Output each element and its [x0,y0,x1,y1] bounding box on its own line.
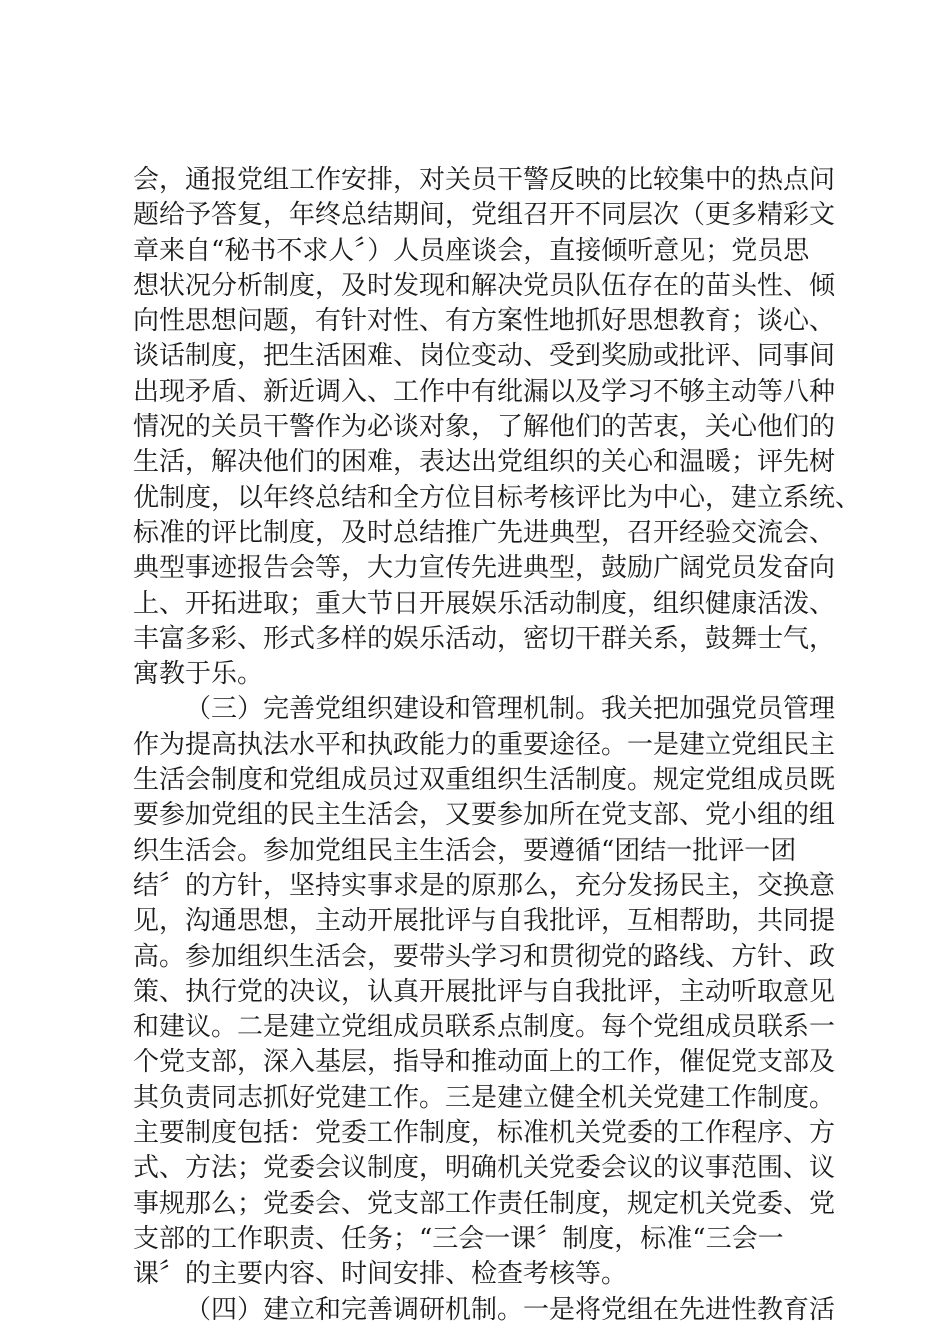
text-line: 情况的关员干警作为必谈对象，了解他们的苦衷，关心他们的 [133,412,836,443]
text-line: 典型事迹报告会等，大力宣传先进典型，鼓励广阔党员发奋向 [133,553,836,584]
text-line: 高。参加组织生活会，要带头学习和贯彻党的路线、方针、政 [133,941,836,972]
text-line: 策、执行党的决议，认真开展批评与自我批评，主动听取意见 [133,976,836,1007]
text-line: 见，沟通思想，主动开展批评与自我批评，互相帮助，共同提 [133,906,836,937]
text-line: 标准的评比制度，及时总结推广先进典型，召开经验交流会、 [133,517,836,548]
section-heading-line: （四）建立和完善调研机制。一是将党组在先进性教育活 [185,1294,836,1325]
text-line: 想状况分析制度，及时发现和解决党员队伍存在的苗头性、倾 [133,270,836,301]
text-line: 上、开拓进取；重大节日开展娱乐活动制度，组织健康活泼、 [133,588,836,619]
text-line: 生活会制度和党组成员过双重组织生活制度。规定党组成员既 [133,765,836,796]
text-line: 支部的工作职责、任务；“三会一课〞制度，标准“三会一 [133,1223,784,1254]
body-text [133,163,862,1328]
text-line: 个党支部，深入基层，指导和推动面上的工作，催促党支部及 [133,1047,836,1078]
text-line: 谈话制度，把生活困难、岗位变动、受到奖励或批评、同事间 [133,341,836,372]
text-line: 其负责同志抓好党建工作。三是建立健全机关党建工作制度。 [133,1082,836,1113]
text-line: 式、方法；党委会议制度，明确机关党委会议的议事范围、议 [133,1153,836,1184]
text-line: 优制度，以年终总结和全方位目标考核评比为中心，建立系统、 [133,482,862,513]
text-line: 事规那么；党委会、党支部工作责任制度，规定机关党委、党 [133,1188,836,1219]
text-line: 课〞的主要内容、时间安排、检查考核等。 [133,1259,628,1290]
text-line: 向性思想问题，有针对性、有方案性地抓好思想教育；谈心、 [133,306,836,337]
text-line: 章来自“秘书不求人〞）人员座谈会，直接倾听意见；党员思 [133,235,810,266]
text-line: 和建议。二是建立党组成员联系点制度。每个党组成员联系一 [133,1012,836,1043]
text-line: 寓教于乐。 [133,659,264,690]
text-line: 要参加党组的民主生活会，又要参加所在党支部、党小组的组 [133,800,836,831]
text-line: 生活，解决他们的困难，表达出党组织的关心和温暖；评先树 [133,447,836,478]
text-line: 题给予答复，年终总结期间，党组召开不同层次（更多精彩文 [133,200,836,231]
text-line: 出现矛盾、新近调入、工作中有纰漏以及学习不够主动等八种 [133,376,836,407]
text-line: 结〞的方针，坚持实事求是的原那么，充分发扬民主，交换意 [133,870,836,901]
text-line: 丰富多彩、形式多样的娱乐活动，密切干群关系，鼓舞士气， [133,623,836,654]
section-heading-line: （三）完善党组织建设和管理机制。我关把加强党员管理 [185,694,836,725]
text-line: 织生活会。参加党组民主生活会，要遵循“团结一批评一团 [133,835,797,866]
text-line: 会，通报党组工作安排，对关员干警反映的比较集中的热点问 [133,165,836,195]
text-line: 主要制度包括：党委工作制度，标准机关党委的工作程序、方 [133,1118,836,1149]
text-line: 作为提高执法水平和执政能力的重要途径。一是建立党组民主 [133,729,836,760]
